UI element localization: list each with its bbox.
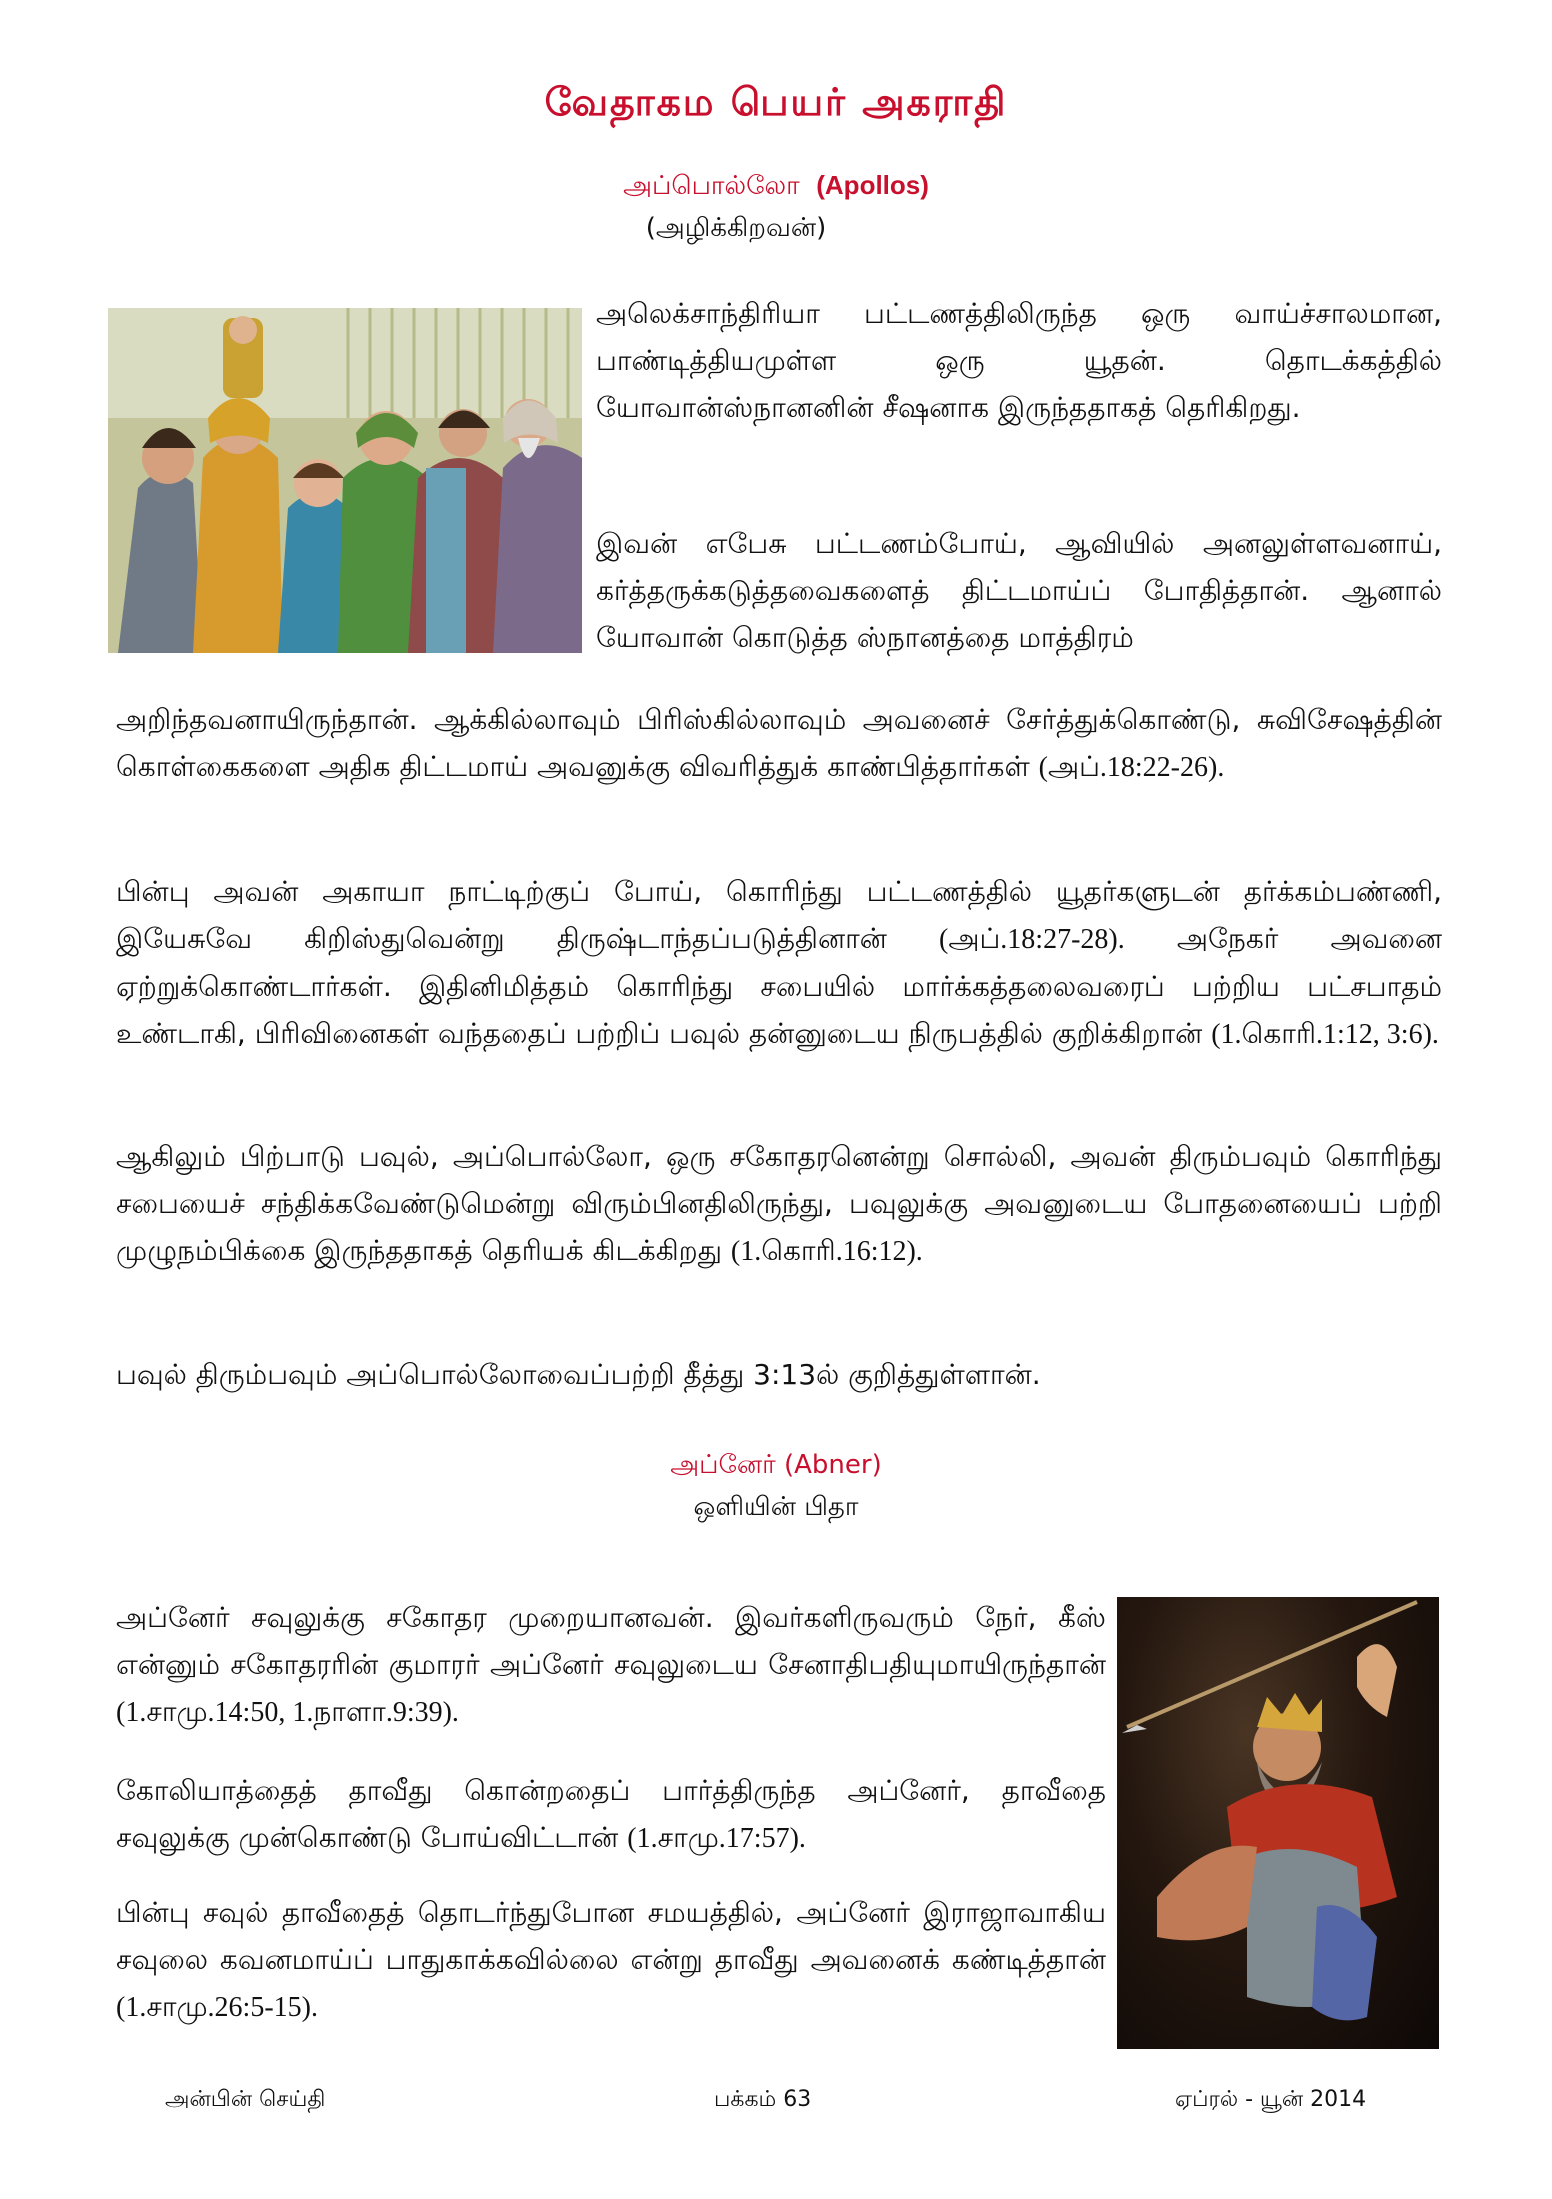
entry-apollos-name-ta: அப்பொல்லோ xyxy=(623,171,800,201)
apollos-illustration-art xyxy=(108,308,582,653)
abner-paragraph-2 xyxy=(116,1767,1106,1862)
abner-reference-2: (1.சாமு.17:57). xyxy=(627,1823,806,1854)
entry-abner-meaning: ஒளியின் பிதா xyxy=(693,1492,859,1522)
apollos-paragraph-1: அலெக்சாந்திரியா பட்டணத்திலிருந்த ஒரு வாய்ச்சாலமான, பாண்டித்தியமுள்ள ஒரு யூதன். தொடக்கத்தில் யோவான்ஸ்நானனின் சீஷனாக இருந்ததாகத் தெரிகிறது. xyxy=(596,297,1442,424)
apollos-reference-1: (அப்.18:22-26). xyxy=(1038,752,1225,783)
apollos-illustration xyxy=(108,308,582,653)
abner-paragraph-3-text: பின்பு சவுல் தாவீதைத் தொடர்ந்துபோன சமயத்தில், அப்னேர் இராஜாவாகிய சவுலை கவனமாய்ப் பாதுகாக்கவில்லை என்று தாவீது அவனைக் கண்டித்தான் xyxy=(116,1896,1106,1976)
entry-apollos-name-en: (Apollos) xyxy=(816,170,929,200)
apollos-reference-4: (1.கொரி.16:12). xyxy=(730,1236,923,1267)
apollos-paragraph-2-continued xyxy=(116,696,1442,791)
footer-page-number: பக்கம் 63 xyxy=(714,2087,812,2112)
apollos-paragraph-4 xyxy=(116,1133,1442,1275)
apollos-reference-2: (அப்.18:27-28). xyxy=(939,924,1125,955)
apollos-paragraph-2: இவன் எபேசு பட்டணம்போய், ஆவியில் அனலுள்ளவனாய், கர்த்தருக்கடுத்தவைகளைத் திட்டமாய்ப் போதித்தான். ஆனால் யோவான் கொடுத்த ஸ்நானத்தை மாத்திரம் xyxy=(596,527,1442,654)
abner-reference-1: (1.சாமு.14:50, 1.நாளா.9:39). xyxy=(116,1697,459,1728)
abner-paragraph-3 xyxy=(116,1889,1106,2031)
abner-paragraph-1 xyxy=(116,1594,1106,1736)
page-title: வேதாகம பெயர் அகராதி xyxy=(544,80,1008,124)
entry-apollos-title xyxy=(0,170,1552,204)
abner-paragraph-1-text: அப்னேர் சவுலுக்கு சகோதர முறையானவன். இவர்களிருவரும் நேர், கீஸ் என்னும் சகோதரரின் குமாரர் அப்னேர் சவுலுடைய சேனாதிபதியுமாயிருந்தான் xyxy=(116,1601,1106,1681)
apollos-reference-3: (1.கொரி.1:12, 3:6). xyxy=(1211,1019,1439,1050)
apollos-paragraph-3b-text: அநேகர் அவனை ஏற்றுக்கொண்டார்கள். இதினிமித்தம் கொரிந்து சபையில் மார்க்கத்தலைவரைப் பற்றிய பட்சபாதம் உண்டாகி, பிரிவினைகள் வந்ததைப் பற்றிப் பவுல் தன்னுடைய நிருபத்தில் குறிக்கிறான் xyxy=(116,922,1443,1050)
entry-apollos-meaning: (அழிக்கிறவன்) xyxy=(645,213,827,243)
abner-painting-art xyxy=(1117,1597,1439,2049)
entry-abner-title: அப்னேர் (Abner) xyxy=(670,1450,882,1480)
abner-painting xyxy=(1117,1597,1439,2049)
apollos-paragraph-2b-text: அறிந்தவனாயிருந்தான். ஆக்கில்லாவும் பிரிஸ்கில்லாவும் அவனைச் சேர்த்துக்கொண்டு, சுவிசேஷத்தின் கொள்கைகளை அதிக திட்டமாய் அவனுக்கு விவரித்துக் காண்பித்தார்கள் xyxy=(116,703,1442,783)
footer-issue-date: ஏப்ரல் - யூன் 2014 xyxy=(1175,2087,1367,2112)
footer-magazine-name: அன்பின் செய்தி xyxy=(165,2087,326,2112)
apollos-paragraph-3-text: பின்பு அவன் அகாயா நாட்டிற்குப் போய், கொரிந்து பட்டணத்தில் யூதர்களுடன் தர்க்கம்பண்ணி, இயேசுவே கிறிஸ்துவென்று திருஷ்டாந்தப்படுத்தினான் xyxy=(116,875,1442,955)
apollos-paragraph-5: பவுல் திரும்பவும் அப்பொல்லோவைப்பற்றி தீத்து 3:13ல் குறித்துள்ளான். xyxy=(116,1358,1041,1391)
apollos-paragraph-3 xyxy=(116,868,1442,1058)
abner-reference-3: (1.சாமு.26:5-15). xyxy=(116,1992,318,2023)
abner-paragraph-2-text: கோலியாத்தைத் தாவீது கொன்றதைப் பார்த்திருந்த அப்னேர், தாவீதை சவுலுக்கு முன்கொண்டு போய்விட்டான் xyxy=(116,1774,1106,1854)
apollos-paragraph-4-text: ஆகிலும் பிற்பாடு பவுல், அப்பொல்லோ, ஒரு சகோதரனென்று சொல்லி, அவன் திரும்பவும் கொரிந்து சபையைச் சந்திக்கவேண்டுமென்று விரும்பினதிலிருந்து, பவுலுக்கு அவனுடைய போதனையைப் பற்றி முழுநம்பிக்கை இருந்ததாகத் தெரியக் கிடக்கிறது xyxy=(116,1140,1442,1267)
